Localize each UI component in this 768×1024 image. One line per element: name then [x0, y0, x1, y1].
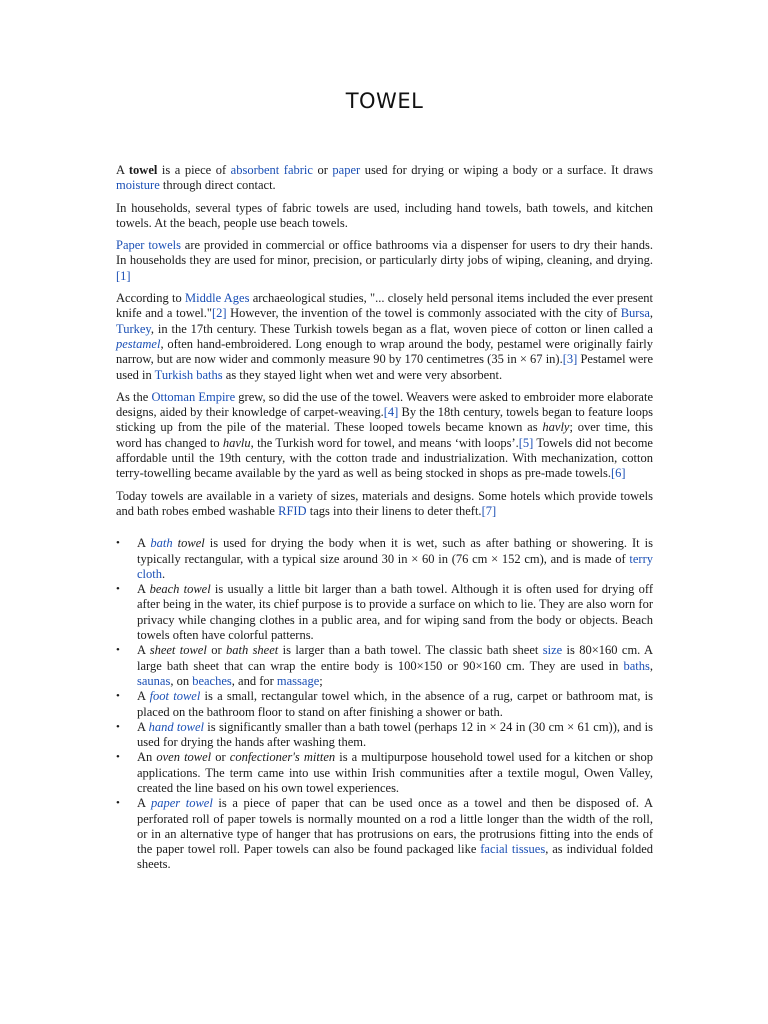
list-item-paper-towel: • A paper towel is a piece of paper that can be used once as a towel and then be disposed of. A perforated roll of paper towels is normally mounted on a rod a little longer than the width of the roll, or in an alternative type of hanger that has protrusions on ears, the protrusions fitting into the ends of the paper towel roll. Paper towels can also be found packaged like facial tissues, as individual folded sheets. [116, 796, 653, 872]
link-saunas[interactable]: saunas [137, 673, 171, 688]
link-moisture[interactable]: moisture [116, 178, 160, 193]
link-ottoman-empire[interactable]: Ottoman Empire [151, 389, 236, 404]
citation-4[interactable]: [4] [383, 405, 399, 420]
list-item-oven-towel: • An oven towel or confectioner's mitten is a multipurpose household towel used for a kitchen or shop applications. The term came into use within Irish communities after a textile mogul, Owen Valley, created the line based on his own towel experiences. [116, 750, 653, 795]
list-item-bath-towel: • A bath towel is used for drying the body when it is wet, such as after bathing or showering. It is typically rectangular, with a typical size around 30 in × 60 in (76 cm × 152 cm), and is made of terry cloth. [116, 536, 654, 581]
towel-types-list [116, 536, 653, 873]
link-facial-tissues[interactable]: facial tissues [480, 842, 546, 857]
bullet-icon: • [116, 751, 120, 764]
link-size[interactable]: size [542, 643, 563, 658]
link-paper-towels[interactable]: Paper towels [116, 238, 181, 253]
bullet-icon: • [116, 797, 120, 810]
link-terry-cloth[interactable]: terry cloth [137, 551, 653, 581]
link-turkey[interactable]: Turkey [116, 321, 151, 336]
bullet-icon: • [116, 690, 120, 703]
link-rfid[interactable]: RFID [278, 503, 307, 518]
list-item-hand-towel: • A hand towel is significantly smaller than a bath towel (perhaps 12 in × 24 in (30 cm × 61 cm)), and is used for drying the hands after washing them. [116, 719, 653, 750]
term-havlu: havlu [222, 435, 251, 450]
link-paper-towel[interactable]: paper towel [150, 796, 213, 811]
link-turkish-baths[interactable]: Turkish baths [154, 367, 223, 382]
link-middle-ages[interactable]: Middle Ages [185, 291, 250, 306]
link-absorbent-fabric[interactable]: absorbent fabric [230, 163, 313, 177]
link-bursa[interactable]: Bursa [620, 306, 650, 321]
term-havly: havly [542, 420, 570, 435]
link-hand-towel[interactable]: hand towel [148, 719, 205, 734]
bullet-icon: • [116, 583, 120, 596]
paragraph-households: In households, several types of fabric towels are used, including hand towels, bath towels, and kitchen towels. At the beach, people use beach towels. [116, 200, 653, 230]
term-towel: towel [128, 163, 158, 177]
page-title: TOWEL [345, 89, 424, 113]
bullet-icon: • [116, 720, 120, 733]
link-baths[interactable]: baths [623, 658, 650, 673]
list-item-foot-towel: • A foot towel is a small, rectangular towel which, in the absence of a rug, carpet or bathroom mat, is placed on the bathroom floor to stand on after finishing a shower or bath. [116, 689, 654, 719]
citation-3[interactable]: [3] [562, 352, 578, 367]
bullet-icon: • [116, 537, 120, 550]
link-pestamel[interactable]: pestamel [116, 336, 161, 351]
paragraph-intro: A towel is a piece of absorbent fabric or paper used for drying or wiping a body or a surface. It draws moisture through direct contact. [116, 163, 654, 193]
document-page [116, 86, 653, 873]
paragraph-today: Today towels are available in a variety of sizes, materials and designs. Some hotels which provide towels and bath robes embed washable RFID tags into their linens to deter theft.[7] [116, 488, 653, 518]
link-foot-towel[interactable]: foot towel [149, 689, 201, 704]
list-item-sheet-towel: • A sheet towel or bath sheet is larger than a bath towel. The classic bath sheet size is 80×160 cm. A large bath sheet that can wrap the entire body is 100×150 or 90×160 cm. They are used in baths, saunas, on beaches, and for massage; [116, 643, 653, 688]
paragraph-paper-towels: Paper towels are provided in commercial or office bathrooms via a dispenser for users to dry their hands. In households they are used for minor, precision, or particularly dirty jobs of wiping, cleaning, and drying.[1] [116, 238, 653, 283]
citation-2[interactable]: [2] [211, 306, 227, 321]
list-item-beach-towel: • A beach towel is usually a little bit larger than a bath towel. Although it is often used for drying off after being in the water, its chief purpose is to provide a surface on which to lie. They are also worn for privacy while changing clothes in a public area, and for wiping sand from the body or objects. Beach towels often have colorful patterns. [116, 582, 653, 643]
link-massage[interactable]: massage [276, 673, 320, 688]
paragraph-history: According to Middle Ages archaeological studies, "... closely held personal items included the ever present knife and a towel."[2] However, the invention of the towel is commonly associated with the city of Bursa, Turkey, in the 17th century. These Turkish towels began as a flat, woven piece of cotton or linen called a pestamel, often hand-embroidered. Long enough to wrap around the body, pestamel were originally fairly narrow, but are now wider and commonly measure 90 by 170 centimetres (35 in × 67 in).[3] Pestamel were used in Turkish baths as they stayed light when wet and were very absorbent. [116, 291, 654, 382]
bullet-icon: • [116, 644, 120, 657]
citation-6[interactable]: [6] [610, 466, 626, 481]
link-beaches[interactable]: beaches [192, 673, 232, 688]
link-bath[interactable]: bath [150, 536, 173, 551]
citation-7[interactable]: [7] [481, 503, 497, 518]
paragraph-ottoman: As the Ottoman Empire grew, so did the use of the towel. Weavers were asked to embroider more elaborate designs, aided by their knowledge of carpet-weaving.[4] By the 18th century, towels began to feature loops sticking up from the pile of the material. These looped towels became known as havly; over time, this word has changed to havlu, the Turkish word for towel, and means ‘with loops’.[5] Towels did not become affordable until the 19th century, with the cotton trade and industrialization. With mechanization, cotton terry-towelling became available by the yard as well as being stocked in shops as pre-made towels.[6] [116, 389, 653, 481]
citation-5[interactable]: [5] [518, 435, 534, 450]
citation-1[interactable]: [1] [116, 268, 131, 283]
link-paper[interactable]: paper [332, 163, 361, 177]
